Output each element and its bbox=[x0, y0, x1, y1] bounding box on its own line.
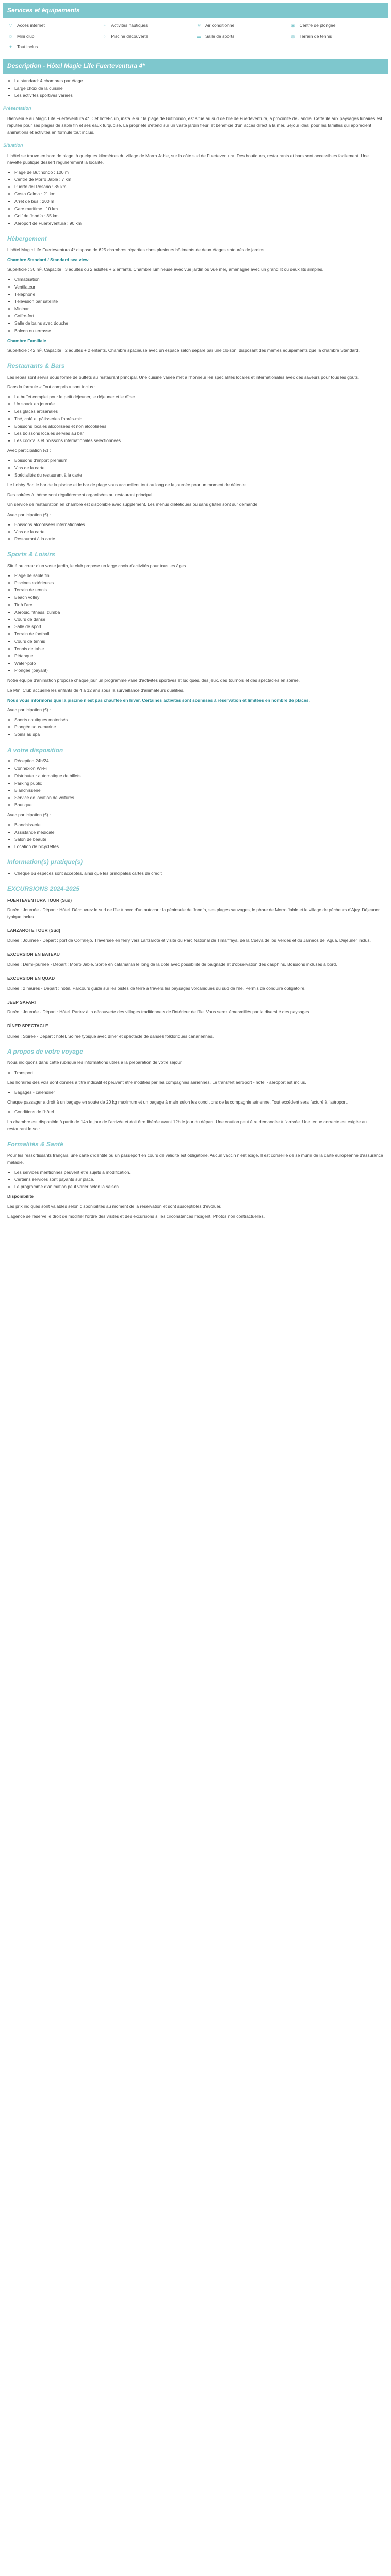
info-item: • Chèque ou espèces sont acceptés, ainsi que les principales cartes de crédit bbox=[14, 870, 384, 877]
excursion-text: Durée : Soirée - Départ : hôtel. Soirée typique avec dîner et spectacle de danses folkloriques canariennes. bbox=[7, 1033, 214, 1039]
star-icon: ✦ bbox=[8, 44, 13, 49]
transport-text: Les horaires des vols sont donnés à titre indicatif et peuvent être modifiés par les compagnies aériennes. Le transfert aéroport - hôtel - aéroport est inclus. bbox=[7, 1079, 306, 1085]
sport-item: • Cours de tennis bbox=[14, 638, 384, 645]
sports-warning: Nous vous informons que la piscine n'est pas chauffée en hiver. Certaines activités sont soumises à réservation et limitées en nombre de places. bbox=[7, 697, 310, 703]
presentation-heading: Présentation bbox=[3, 106, 31, 111]
bagages-text: Chaque passager a droit à un bagage en soute de 20 kg maximum et un bagage à main selon les conditions de la compagnie aérienne. Tout excédent sera facturé à l'aéroport. bbox=[7, 1099, 348, 1105]
sport-item: • Terrain de football bbox=[14, 631, 384, 637]
dispo-text: Les prix indiqués sont valables selon disponibilités au moment de la réservation et sont susceptibles d'évoluer. bbox=[7, 1204, 222, 1209]
distance-item: • Costa Calma : 21 km bbox=[14, 191, 384, 197]
infos-heading: Information(s) pratique(s) bbox=[7, 858, 83, 866]
restaurants-payant-list bbox=[14, 457, 384, 479]
equipment-label: Salle de sports bbox=[205, 33, 235, 39]
room-equipment-item: • Salle de bains avec douche bbox=[14, 320, 384, 327]
sport-item: • Tennis de table bbox=[14, 646, 384, 652]
sports-intro: Situé au cœur d'un vaste jardin, le club propose un large choix d'activités pour tous les âges. bbox=[7, 563, 187, 568]
disposition-pay-list bbox=[14, 822, 384, 851]
description-bullets bbox=[14, 78, 384, 99]
disposition-pay-item: • Assistance médicale bbox=[14, 829, 384, 836]
restaurant-item: • Les glaces artisanales bbox=[14, 408, 384, 415]
dumbbell-icon: ▬ bbox=[197, 33, 201, 39]
equipment-label: Piscine découverte bbox=[111, 33, 149, 39]
room-equipment-item: • Coffre-fort bbox=[14, 313, 384, 319]
conditions-title: • Conditions de l'hôtel bbox=[14, 1109, 384, 1115]
equipment-grid bbox=[3, 22, 388, 54]
restaurants-list bbox=[14, 394, 384, 444]
disposition-pay-item: • Salon de beauté bbox=[14, 836, 384, 843]
sports-text-a: Notre équipe d'animation propose chaque jour un programme varié d'activités sportives et ludiques, des jeux, des tournois et des spectacles en soirée. bbox=[7, 677, 300, 683]
page bbox=[0, 3, 391, 1244]
hebergement-heading: Hébergement bbox=[7, 235, 47, 243]
pool-icon: ◌ bbox=[103, 33, 106, 39]
disposition-item: • Blanchisserie bbox=[14, 787, 384, 794]
distance-item: • Golf de Jandía : 35 km bbox=[14, 213, 384, 219]
restaurant-payant-item: • Spécialités du restaurant à la carte bbox=[14, 472, 384, 479]
apropos-bagages-list bbox=[14, 1089, 384, 1096]
sports-text-b: Le Mini Club accueille les enfants de 4 à 12 ans sous la surveillance d'animateurs qualifiés. bbox=[7, 687, 185, 693]
hebergement-intro: L'hôtel Magic Life Fuerteventura 4* dispose de 625 chambres réparties dans plusieurs bâtiments de deux étages entourés de jardins. bbox=[7, 247, 266, 252]
disposition-item: • Réception 24h/24 bbox=[14, 758, 384, 765]
equipment-item bbox=[7, 33, 102, 40]
room-equipment-item: • Minibar bbox=[14, 306, 384, 312]
restaurant-payant-item: • Vins de la carte bbox=[14, 465, 384, 471]
room-equipment-item: • Télévision par satellite bbox=[14, 298, 384, 305]
room-a-text: Superficie : 30 m². Capacité : 3 adultes ou 2 adultes + 2 enfants. Chambre lumineuse avec vue jardin ou vue mer, aménagée avec un grand lit ou deux lits simples. bbox=[7, 267, 324, 273]
excursions-heading: EXCURSIONS 2024-2025 bbox=[7, 885, 80, 892]
dispo-title: Disponibilité bbox=[7, 1194, 34, 1199]
restaurant-payant-item: • Boissons alcoolisées internationales bbox=[14, 521, 384, 528]
conditions-text: La chambre est disponible à partir de 14h le jour de l'arrivée et doit être libérée avant 12h le jour du départ. Une caution peut être demandée à l'arrivée. Une tenue correcte est exigée au restaurant le soir. bbox=[7, 1119, 367, 1131]
restaurants-list-intro: Dans la formule « Tout compris » sont inclus : bbox=[7, 384, 96, 389]
restaurant-item: • Thé, café et pâtisseries l'après-midi bbox=[14, 416, 384, 422]
kids-icon: ☺ bbox=[8, 33, 13, 39]
sport-pay-item: • Plongée sous-marine bbox=[14, 724, 384, 731]
restaurants-payant2-list bbox=[14, 521, 384, 543]
bar-text: Le Lobby Bar, le bar de la piscine et le bar de plage vous accueillent tout au long de la journée pour un moment de détente. bbox=[7, 482, 247, 487]
theme-text: Des soirées à thème sont régulièrement organisées au restaurant principal. bbox=[7, 492, 154, 498]
restaurants-payant-title: Avec participation (€) : bbox=[7, 448, 51, 453]
restaurant-item: • Un snack en journée bbox=[14, 401, 384, 408]
room-a-equipment bbox=[14, 276, 384, 334]
room-b-title: Chambre Familiale bbox=[7, 337, 46, 343]
disposition-item: • Distributeur automatique de billets bbox=[14, 773, 384, 779]
excursion-block bbox=[3, 897, 388, 921]
sports-heading: Sports & Loisirs bbox=[7, 551, 55, 558]
sport-item: • Cours de danse bbox=[14, 616, 384, 623]
apropos-intro: Nous indiquons dans cette rubrique les informations utiles à la préparation de votre séjour. bbox=[7, 1060, 183, 1065]
excursion-name: LANZAROTE TOUR (Sud) bbox=[7, 928, 60, 934]
description-bullet: • Les activités sportives variées bbox=[14, 92, 384, 99]
distance-item: • Centre de Morro Jable : 7 km bbox=[14, 176, 384, 183]
distance-item: • Gare maritime : 10 km bbox=[14, 206, 384, 212]
distance-item: • Aéroport de Fuerteventura : 90 km bbox=[14, 220, 384, 227]
room-equipment-item: • Ventilateur bbox=[14, 284, 384, 291]
equipment-item bbox=[196, 22, 290, 29]
distance-item: • Plage de Butihondo : 100 m bbox=[14, 169, 384, 176]
equipment-label: Terrain de tennis bbox=[299, 33, 332, 39]
equipment-label: Accès internet bbox=[17, 22, 45, 28]
excursion-block bbox=[3, 1023, 388, 1039]
sport-item: • Pétanque bbox=[14, 653, 384, 659]
excursion-block bbox=[3, 999, 388, 1015]
sport-pay-item: • Soins au spa bbox=[14, 731, 384, 738]
description-header: Description - Hôtel Magic Life Fuerteventura 4* bbox=[3, 59, 388, 74]
disposition-pay-item: • Blanchisserie bbox=[14, 822, 384, 828]
disposition-item: • Connexion Wi-Fi bbox=[14, 765, 384, 772]
sport-item: • Plage de sable fin bbox=[14, 572, 384, 579]
equipment-item bbox=[196, 33, 290, 40]
equipment-item bbox=[102, 22, 196, 29]
final-text: L'agence se réserve le droit de modifier l'ordre des visites et des excursions si les circonstances l'exigent. Photos non contractuelles. bbox=[7, 1213, 265, 1219]
room-a-title: Chambre Standard / Standard sea view bbox=[7, 257, 89, 263]
sport-item: • Water-polo bbox=[14, 660, 384, 667]
excursion-name: JEEP SAFARI bbox=[7, 999, 36, 1005]
formalites-text: Pour les ressortissants français, une carte d'identité ou un passeport en cours de validité est obligatoire. Aucun vaccin n'est exigé. Il est conseillé de se munir de la carte européenne d'assurance maladie. bbox=[7, 1153, 383, 1165]
wave-icon: ≈ bbox=[103, 22, 106, 28]
restaurant-item: • Les cocktails et boissons internationales sélectionnées bbox=[14, 437, 384, 444]
tennis-icon: ◍ bbox=[291, 33, 295, 39]
formalites-heading: Formalités & Santé bbox=[7, 1140, 63, 1148]
equipment-item bbox=[290, 33, 384, 40]
room-equipment-item: • Balcon ou terrasse bbox=[14, 328, 384, 334]
bagages-title: • Bagages - calendrier bbox=[14, 1089, 384, 1096]
room-equipment-item: • Climatisation bbox=[14, 276, 384, 283]
remarks-list bbox=[14, 1169, 384, 1191]
restaurant-item: • Les boissons locales servies au bar bbox=[14, 430, 384, 437]
restaurant-item: • Le buffet complet pour le petit déjeuner, le déjeuner et le dîner bbox=[14, 394, 384, 400]
remark-item: • Le programme d'animation peut varier selon la saison. bbox=[14, 1183, 384, 1190]
equipment-item bbox=[7, 22, 102, 29]
infos-list bbox=[14, 870, 384, 877]
excursion-text: Durée : Journée - Départ : port de Corralejo. Traversée en ferry vers Lanzarote et visite du Parc National de Timanfaya, de la Cueva de los Verdes et du Jameos del Agua. Déjeuner inclus. bbox=[7, 938, 371, 943]
excursion-text: Durée : 2 heures - Départ : hôtel. Parcours guidé sur les pistes de terre à travers les paysages volcaniques du sud de l'île. Permis de conduire obligatoire. bbox=[7, 985, 306, 991]
apropos-transport-list bbox=[14, 1070, 384, 1076]
room-b-text: Superficie : 42 m². Capacité : 2 adultes + 2 enfants. Chambre spacieuse avec un espace salon séparé par une cloison, disposant des mêmes équipements que la chambre Standard. bbox=[7, 347, 360, 353]
excursion-name: DÎNER SPECTACLE bbox=[7, 1023, 48, 1029]
disposition-list bbox=[14, 758, 384, 808]
restaurant-payant-item: • Restaurant à la carte bbox=[14, 536, 384, 543]
excursion-block bbox=[3, 975, 388, 992]
disposition-pay-item: • Location de bicyclettes bbox=[14, 843, 384, 850]
restaurant-payant-item: • Boissons d'import premium bbox=[14, 457, 384, 464]
excursion-name: EXCURSION EN QUAD bbox=[7, 975, 55, 981]
sport-item: • Tir à l'arc bbox=[14, 602, 384, 608]
situation-heading: Situation bbox=[3, 142, 23, 148]
equipment-item bbox=[7, 44, 102, 50]
disposition-heading: A votre disposition bbox=[7, 746, 63, 754]
sports-pay-title: Avec participation (€) : bbox=[7, 707, 51, 713]
dive-icon: ◉ bbox=[291, 22, 295, 28]
sport-item: • Beach volley bbox=[14, 594, 384, 601]
distance-item: • Puerto del Rosario : 85 km bbox=[14, 183, 384, 190]
apropos-heading: A propos de votre voyage bbox=[7, 1047, 83, 1055]
transport-title: • Transport bbox=[14, 1070, 384, 1076]
extra-text: Un service de restauration en chambre est disponible avec supplément. Les menus diététiques ou sans gluten sont sur demande. bbox=[7, 502, 259, 507]
excursion-block bbox=[3, 927, 388, 944]
equipment-label: Air conditionné bbox=[205, 22, 235, 28]
sport-pay-item: • Sports nautiques motorisés bbox=[14, 717, 384, 723]
excursion-text: Durée : Demi-journée - Départ : Morro Jable. Sortie en catamaran le long de la côte avec possibilité de baignade et d'observation des dauphins. Boissons incluses à bord. bbox=[7, 961, 337, 967]
sports-pay-list bbox=[14, 717, 384, 738]
disposition-item: • Boutique bbox=[14, 802, 384, 808]
remark-item: • Les services mentionnés peuvent être sujets à modification. bbox=[14, 1169, 384, 1176]
sport-item: • Aérobic, fitness, zumba bbox=[14, 609, 384, 616]
equipment-label: Centre de plongée bbox=[299, 22, 336, 28]
description-bullet: • Le standard: 4 chambres par étage bbox=[14, 78, 384, 84]
wifi-icon: ⌔ bbox=[8, 22, 13, 28]
restaurant-payant-item: • Vins de la carte bbox=[14, 529, 384, 535]
equipment-item bbox=[290, 22, 384, 29]
excursion-name: EXCURSION EN BATEAU bbox=[7, 952, 60, 957]
excursion-block bbox=[3, 951, 388, 968]
excursions-list bbox=[3, 897, 388, 1040]
situation-text: L'hôtel se trouve en bord de plage, à quelques kilomètres du village de Morro Jable, sur la côte sud de Fuerteventura. Des boutiques, restaurants et bars sont accessibles facilement. Une navette publique dessert régulièrement la localité. bbox=[7, 152, 369, 165]
distance-item: • Arrêt de bus : 200 m bbox=[14, 198, 384, 205]
excursion-name: FUERTEVENTURA TOUR (Sud) bbox=[7, 897, 72, 903]
restaurants-intro: Les repas sont servis sous forme de buffets au restaurant principal. Une cuisine variée met à l'honneur les spécialités locales et internationales avec des saveurs pour tous les goûts. bbox=[7, 374, 360, 380]
distances-list bbox=[14, 169, 384, 227]
sports-list bbox=[14, 572, 384, 674]
sport-item: • Salle de sport bbox=[14, 623, 384, 630]
room-equipment-item: • Téléphone bbox=[14, 291, 384, 298]
equipment-item bbox=[102, 33, 196, 40]
sport-item: • Piscines extérieures bbox=[14, 580, 384, 586]
equipment-label: Activités nautiques bbox=[111, 22, 148, 28]
snowflake-icon: ❄ bbox=[197, 22, 201, 28]
sport-item: • Plongée (payant) bbox=[14, 667, 384, 674]
excursion-text: Durée : Journée - Départ : Hôtel. Partez à la découverte des villages traditionnels de l'intérieur de l'île. Vous serez émerveillés par la diversité des paysages. bbox=[7, 1009, 311, 1015]
presentation-text: Bienvenue au Magic Life Fuerteventura 4*. Cet hôtel-club, installé sur la plage de Butihondo, est situé au sud de l'île de Fuerteventura, à proximité de Jandía. Cette île aux paysages lunaires est réputée pour ses plages de sable fin et ses eaux turquoise. La propriété s'étend sur un vaste jardin fleuri et bénéficie d'un accès direct à la mer. Séjour idéal pour les familles qui apprécient animations et activités en formule tout inclus. bbox=[7, 116, 382, 135]
disposition-item: • Parking public bbox=[14, 780, 384, 787]
disposition-item: • Service de location de voitures bbox=[14, 794, 384, 801]
services-header: Services et équipements bbox=[3, 3, 388, 18]
restaurants-heading: Restaurants & Bars bbox=[7, 362, 65, 370]
equipment-label: Mini club bbox=[17, 33, 35, 39]
disposition-pay-title: Avec participation (€) : bbox=[7, 812, 51, 818]
restaurants-payant2-title: Avec participation (€) : bbox=[7, 512, 51, 517]
sport-item: • Terrain de tennis bbox=[14, 587, 384, 594]
excursion-text: Durée : Journée - Départ : Hôtel. Découvrez le sud de l'île à bord d'un autocar : la péninsule de Jandía, ses plages sauvages, le phare de Morro Jable et le village de pêcheurs d'Ajuy. Déjeuner typique inclus. bbox=[7, 907, 380, 919]
remark-item: • Certains services sont payants sur place. bbox=[14, 1176, 384, 1183]
equipment-label: Tout inclus bbox=[17, 44, 38, 49]
restaurant-item: • Boissons locales alcoolisées et non alcoolisées bbox=[14, 423, 384, 430]
apropos-conditions-list bbox=[14, 1109, 384, 1115]
description-bullet: • Large choix de la cuisine bbox=[14, 85, 384, 92]
